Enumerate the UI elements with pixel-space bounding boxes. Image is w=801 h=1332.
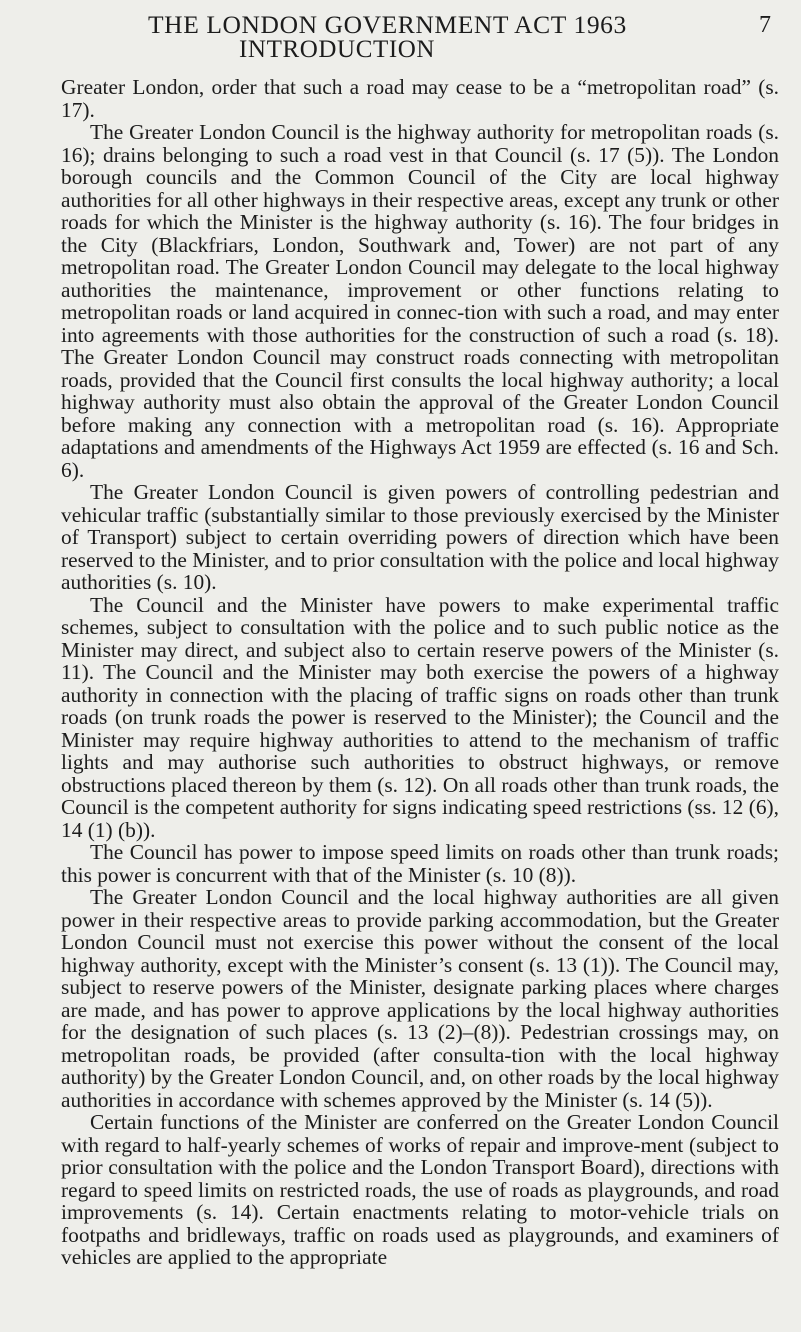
paragraph: Certain functions of the Minister are conferred on the Greater London Council with regard to half-yearly schemes of works of repair and improve-ment (subject to prior consultation with the police and the London Transport Board), directions with regard to speed limits on restricted roads, the use of roads as playgrounds, and road improvements (s. 14). Certain enactments relating to motor-vehicle trials on footpaths and bridleways, traffic on roads used as playgrounds, and examiners of vehicles are applied to the appropriate (61, 1110, 779, 1269)
section-heading: INTRODUCTION (239, 36, 436, 63)
act-title: THE LONDON GOVERNMENT ACT 1963 (148, 10, 627, 39)
paragraph: The Greater London Council is given powers of controlling pedestrian and vehicular traffic (substantially similar to those previously exercised by the Minister of Transport) subject to certain overriding powers of direction which have been reserved to the Minister, and to prior consultation with the police and local highway authorities (s. 10). (61, 480, 779, 594)
paragraph: The Council and the Minister have powers to make experimental traffic schemes, subject to consultation with the police and to such public notice as the Minister may direct, and subject also to certain reserve powers of the Minister (s. 11). The Council and the Minister may both exercise the powers of a highway authority in connection with the placing of traffic signs on roads other than trunk roads (on trunk roads the power is reserved to the Minister); the Council and the Minister may require highway authorities to attend to the mechanism of traffic lights and may authorise such authorities to obstruct highways, or remove obstructions placed thereon by them (s. 12). On all roads other than trunk roads, the Council is the competent authority for signs indicating speed restrictions (ss. 12 (6), 14 (1) (b)). (61, 592, 779, 842)
page-number: 7 (759, 12, 771, 38)
body-text (61, 76, 779, 1269)
paragraph-continuation: Greater London, order that such a road may cease to be a “metropolitan road” (s. 17). (61, 75, 779, 122)
running-head (61, 8, 779, 64)
paragraph: The Greater London Council is the highway authority for metropolitan roads (s. 16); drains belonging to such a road vest in that Council (s. 17 (5)). The London borough councils and the Common Council of the City are local highway authorities for all other highways in their respective areas, except any trunk or other roads for which the Minister is the highway authority (s. 16). The four bridges in the City (Blackfriars, London, Southwark and, Tower) are not part of any metropolitan road. The Greater London Council may delegate to the local highway authorities the maintenance, improvement or other functions relating to metropolitan roads or land acquired in connec-tion with such a road, and may enter into agreements with those authorities for the construction of such a road (s. 18). The Greater London Council may construct roads connecting with metropolitan roads, provided that the Council first consults the local highway authority; a local highway authority must also obtain the approval of the Greater London Council before making any connection with a metropolitan road (s. 16). Appropriate adaptations and amendments of the Highways Act 1959 are effected (s. 16 and Sch. 6). (61, 120, 779, 482)
paragraph: The Council has power to impose speed limits on roads other than trunk roads; this power is concurrent with that of the Minister (s. 10 (8)). (61, 840, 779, 887)
paragraph: The Greater London Council and the local highway authorities are all given power in their respective areas to provide parking accommodation, but the Greater London Council must not exercise this power without the consent of the local highway authority, except with the Minister’s consent (s. 13 (1)). The Council may, subject to reserve powers of the Minister, designate parking places where charges are made, and has power to approve applications by the local highway authorities for the designation of such places (s. 13 (2)–(8)). Pedestrian crossings may, on metropolitan roads, be provided (after consulta-tion with the local highway authority) by the Greater London Council, and, on other roads by the local highway authorities in accordance with schemes approved by the Minister (s. 14 (5)). (61, 885, 779, 1112)
